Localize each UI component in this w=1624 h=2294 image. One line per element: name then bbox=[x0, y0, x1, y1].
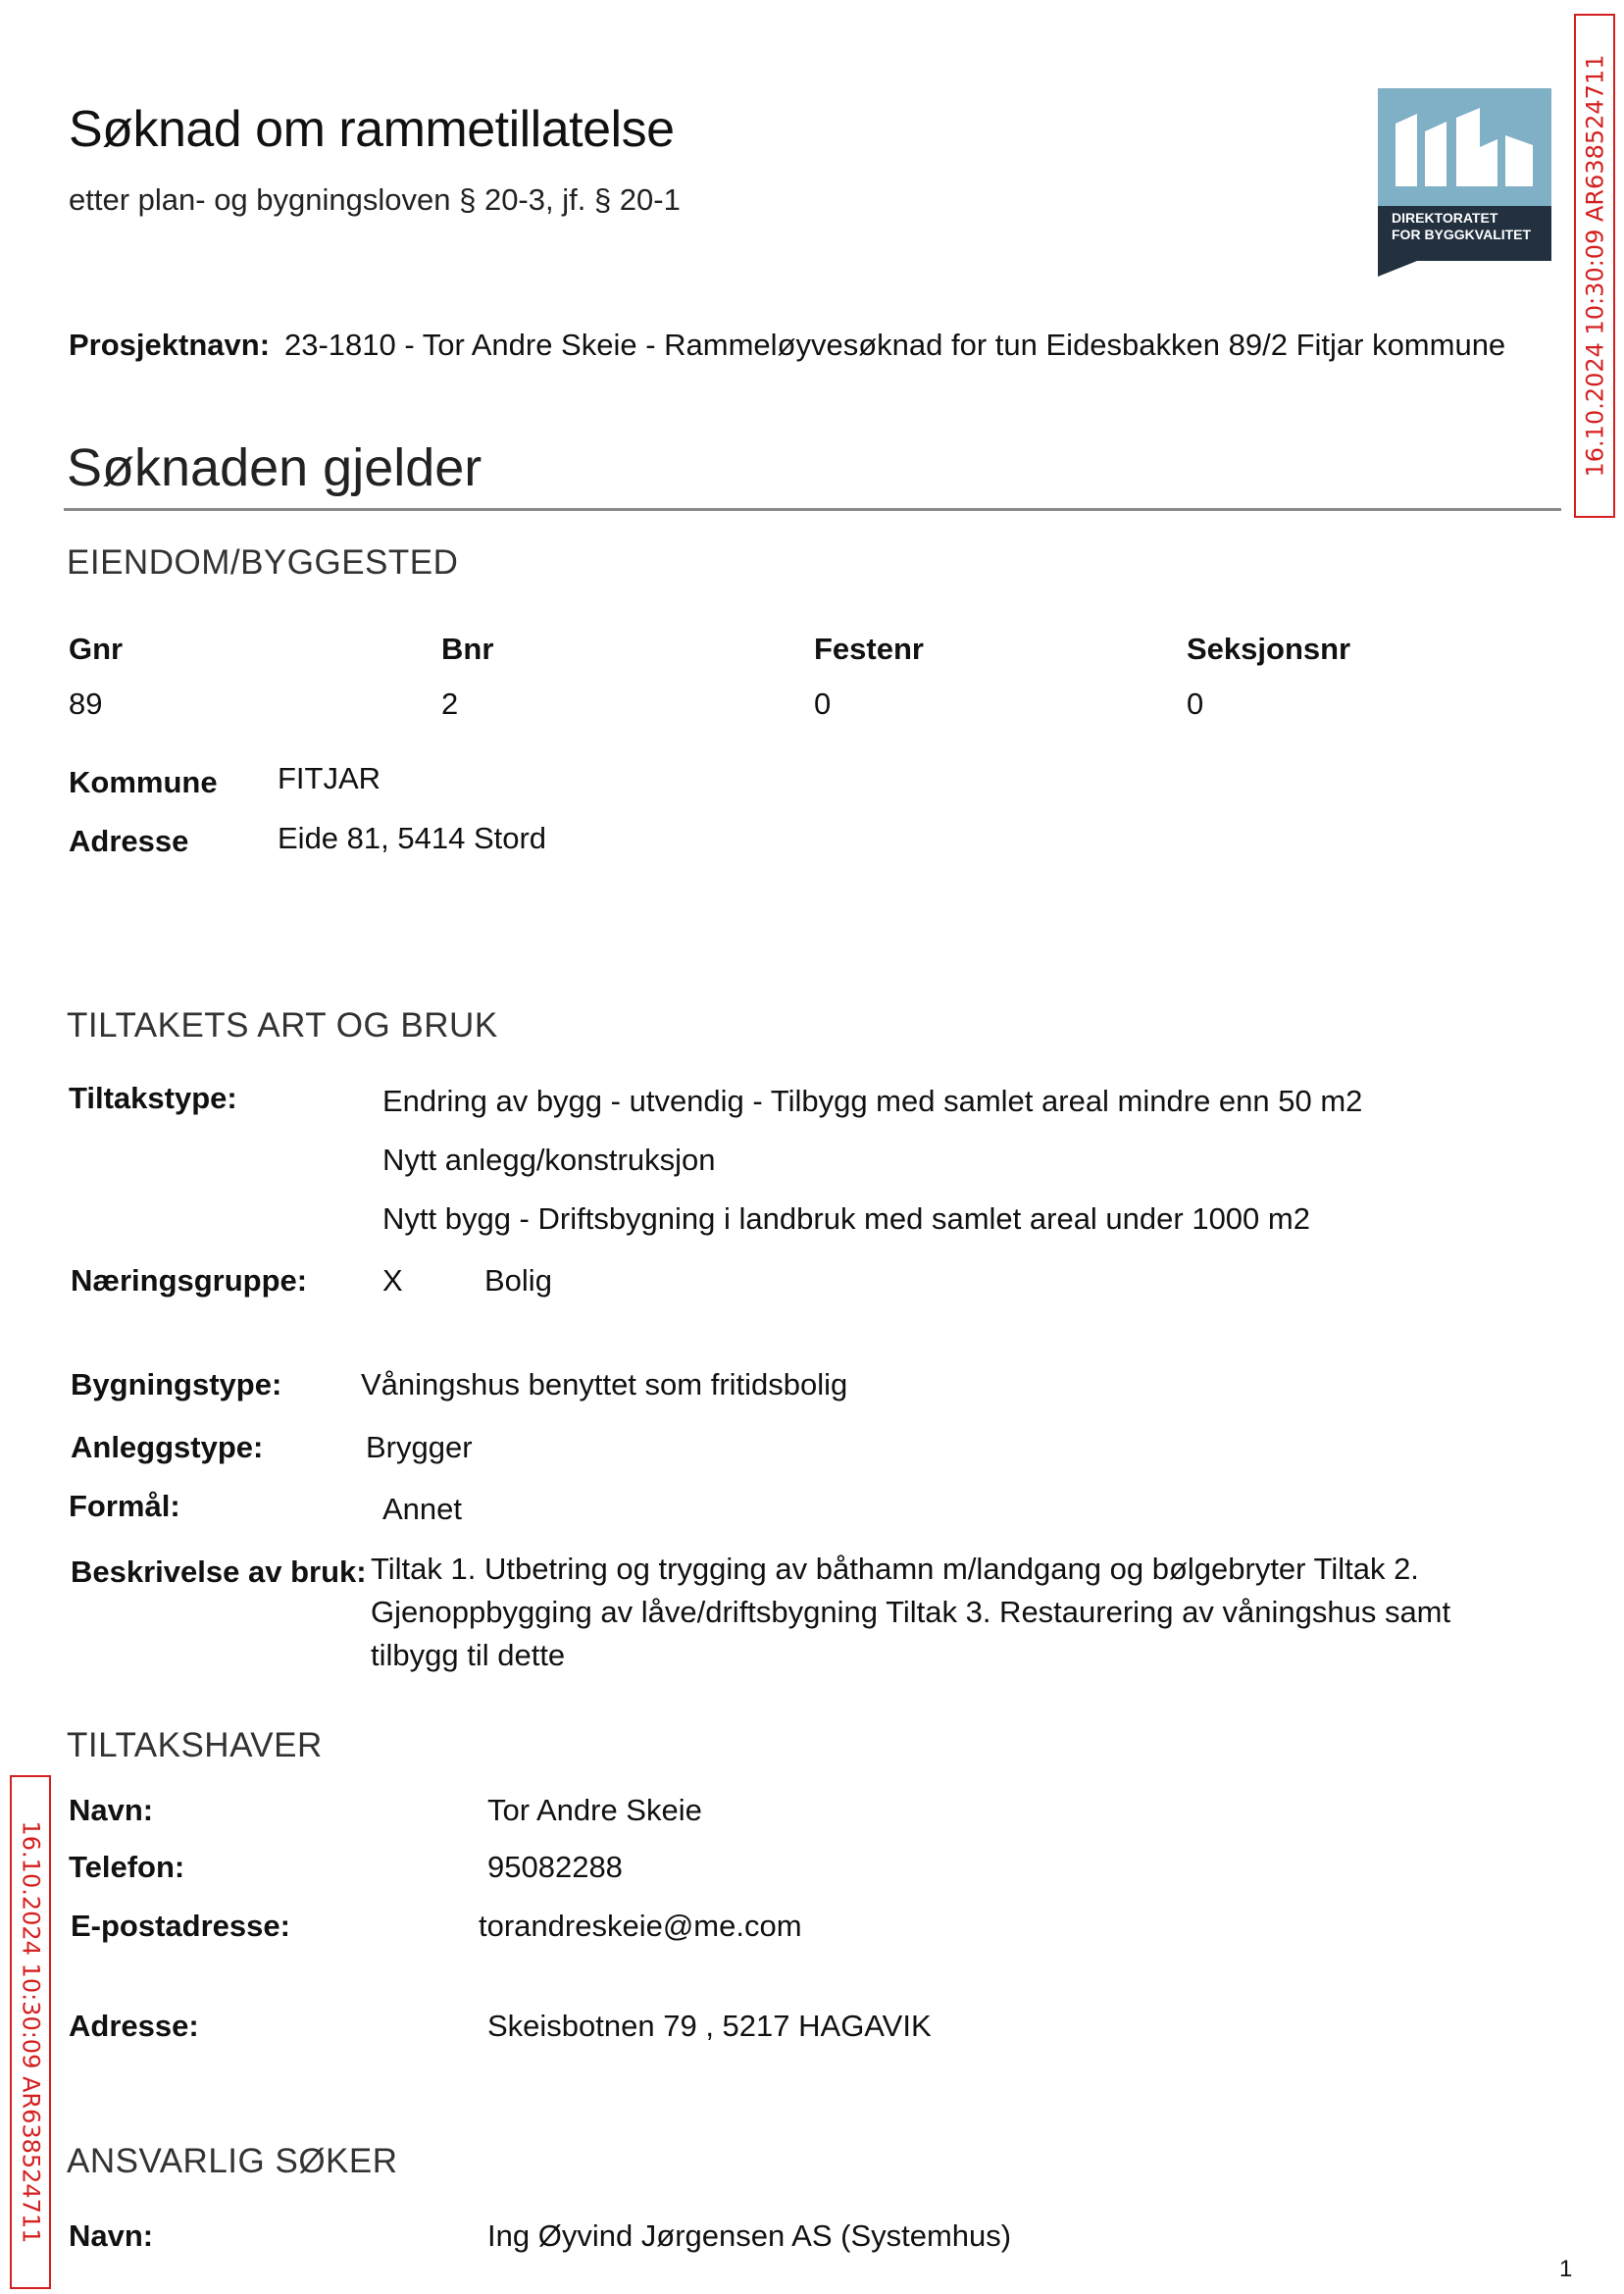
seksjonsnr-value: 0 bbox=[1187, 687, 1204, 721]
seksjonsnr-label: Seksjonsnr bbox=[1187, 632, 1351, 666]
gnr-label: Gnr bbox=[69, 632, 124, 666]
dibk-logo bbox=[1378, 88, 1551, 277]
tiltakshaver-heading: TILTAKSHAVER bbox=[67, 1726, 323, 1764]
gnr-value: 89 bbox=[69, 687, 103, 721]
tiltakshaver-epost-label: E-postadresse: bbox=[71, 1909, 290, 1943]
bnr-label: Bnr bbox=[441, 632, 494, 666]
project-label: Prosjektnavn: bbox=[69, 328, 271, 362]
document-title: Søknad om rammetillatelse bbox=[69, 101, 675, 158]
bygningstype-label: Bygningstype: bbox=[71, 1367, 282, 1402]
tiltakshaver-telefon-label: Telefon: bbox=[69, 1850, 185, 1884]
receipt-stamp-text: 16.10.2024 10:30:09 AR638524711 bbox=[17, 1820, 45, 2244]
tiltakshaver-navn-label: Navn: bbox=[69, 1793, 154, 1827]
bygningstype-value: Våningshus benyttet som fritidsbolig bbox=[361, 1367, 848, 1402]
property-heading: EIENDOM/BYGGESTED bbox=[67, 543, 459, 582]
tiltakstype-value-2: Nytt anlegg/konstruksjon bbox=[382, 1143, 716, 1177]
formal-label: Formål: bbox=[69, 1489, 180, 1523]
tiltakshaver-telefon-value: 95082288 bbox=[487, 1850, 623, 1884]
naeringsgruppe-code: X bbox=[382, 1263, 403, 1298]
kommune-value: FITJAR bbox=[278, 761, 381, 795]
ansvarlig-navn-value: Ing Øyvind Jørgensen AS (Systemhus) bbox=[487, 2218, 1012, 2253]
dibk-logo-icon bbox=[1378, 88, 1551, 277]
naeringsgruppe-value: Bolig bbox=[484, 1263, 552, 1298]
ansvarlig-heading: ANSVARLIG SØKER bbox=[67, 2142, 398, 2180]
beskrivelse-label: Beskrivelse av bruk: bbox=[71, 1555, 367, 1589]
anleggstype-value: Brygger bbox=[366, 1430, 473, 1464]
tiltakshaver-navn-value: Tor Andre Skeie bbox=[487, 1793, 702, 1827]
section-divider bbox=[64, 508, 1561, 511]
adresse-label: Adresse bbox=[69, 824, 189, 858]
anleggstype-label: Anleggstype: bbox=[71, 1430, 264, 1464]
tiltakstype-label: Tiltakstype: bbox=[69, 1081, 237, 1115]
tiltakshaver-adresse-label: Adresse: bbox=[69, 2009, 199, 2043]
section-title: Søknaden gjelder bbox=[67, 438, 482, 497]
ansvarlig-navn-label: Navn: bbox=[69, 2218, 154, 2253]
project-value: 23-1810 - Tor Andre Skeie - Rammeløyvesøknad for tun Eidesbakken 89/2 Fitjar kommune bbox=[284, 328, 1506, 362]
tiltakstype-value-1: Endring av bygg - utvendig - Tilbygg med samlet areal mindre enn 50 m2 bbox=[382, 1084, 1363, 1118]
logo-text-line2: FOR BYGGKVALITET bbox=[1392, 227, 1532, 242]
festenr-label: Festenr bbox=[814, 632, 924, 666]
formal-value: Annet bbox=[382, 1492, 463, 1526]
tiltakshaver-epost-value: torandreskeie@me.com bbox=[479, 1909, 802, 1943]
bnr-value: 2 bbox=[441, 687, 459, 721]
receipt-stamp-text: 16.10.2024 10:30:09 AR638524711 bbox=[1581, 54, 1609, 478]
tiltak-heading: TILTAKETS ART OG BRUK bbox=[67, 1006, 498, 1045]
tiltakshaver-adresse-value: Skeisbotnen 79 , 5217 HAGAVIK bbox=[487, 2009, 932, 2043]
receipt-stamp-right bbox=[1574, 14, 1615, 518]
adresse-value: Eide 81, 5414 Stord bbox=[278, 821, 547, 855]
kommune-label: Kommune bbox=[69, 765, 218, 799]
logo-text-line1: DIREKTORATET bbox=[1392, 210, 1498, 226]
festenr-value: 0 bbox=[814, 687, 832, 721]
document-subtitle: etter plan- og bygningsloven § 20-3, jf. § 20-1 bbox=[69, 182, 681, 217]
naeringsgruppe-label: Næringsgruppe: bbox=[71, 1263, 308, 1298]
page-number: 1 bbox=[1559, 2256, 1573, 2282]
beskrivelse-value: Tiltak 1. Utbetring og trygging av båthamn m/landgang og bølgebryter Tiltak 2. Gjenoppbygging av låve/driftsbygning Tiltak 3. Restaurering av våningshus samt tilbygg til dette bbox=[371, 1552, 1451, 1672]
tiltakstype-value-3: Nytt bygg - Driftsbygning i landbruk med samlet areal under 1000 m2 bbox=[382, 1201, 1310, 1236]
receipt-stamp-left bbox=[10, 1775, 51, 2289]
